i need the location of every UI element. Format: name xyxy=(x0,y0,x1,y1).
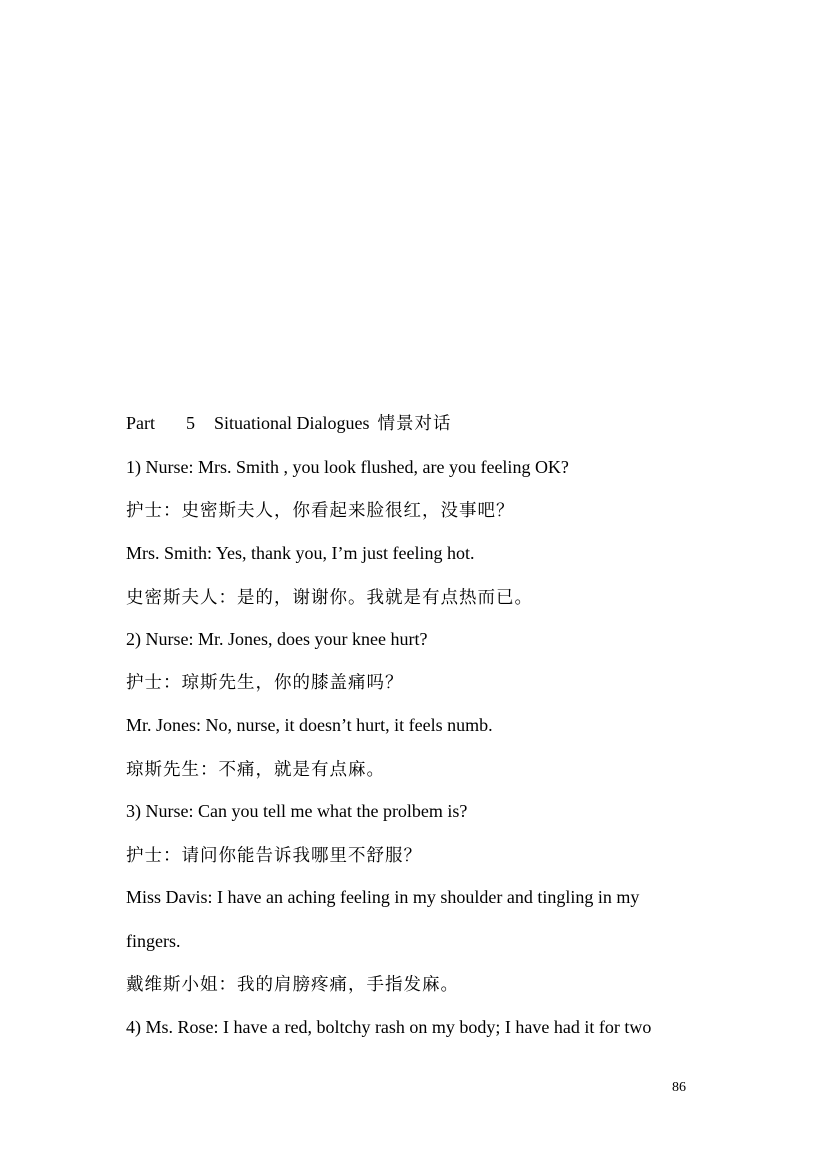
part-label: Part xyxy=(126,413,155,433)
dialogue-line-2-nurse-en: 2) Nurse: Mr. Jones, does your knee hurt? xyxy=(126,629,428,649)
section-title-cn: 情景对话 xyxy=(377,413,452,433)
part-number: 5 xyxy=(186,413,195,433)
dialogue-line-1-reply-en: Mrs. Smith: Yes, thank you, I’m just feeling hot. xyxy=(126,543,475,563)
dialogue-line-3-nurse-cn: 护士：请问你能告诉我哪里不舒服？ xyxy=(126,845,422,865)
dialogue-line-3-nurse-en: 3) Nurse: Can you tell me what the prolbem is? xyxy=(126,801,468,821)
dialogue-line-3-reply-cn: 戴维斯小姐：我的肩膀疼痛，手指发麻。 xyxy=(126,974,459,994)
dialogue-line-1-nurse-en: 1) Nurse: Mrs. Smith , you look flushed, are you feeling OK? xyxy=(126,457,569,477)
dialogue-line-2-reply-en: Mr. Jones: No, nurse, it doesn’t hurt, it feels numb. xyxy=(126,715,493,735)
dialogue-line-4-en: 4) Ms. Rose: I have a red, boltchy rash on my body; I have had it for two xyxy=(126,1017,652,1037)
section-title-en: Situational Dialogues xyxy=(214,413,370,433)
dialogue-line-2-reply-cn: 琼斯先生：不痛，就是有点麻。 xyxy=(126,759,385,779)
dialogue-line-1-nurse-cn: 护士：史密斯夫人，你看起来脸很红，没事吧？ xyxy=(126,500,515,520)
dialogue-line-3-reply-en: Miss Davis: I have an aching feeling in my shoulder and tingling in my xyxy=(126,887,640,907)
section-heading xyxy=(126,412,451,434)
page-number: 86 xyxy=(672,1080,686,1095)
dialogue-line-1-reply-cn: 史密斯夫人：是的，谢谢你。我就是有点热而已。 xyxy=(126,587,533,607)
dialogue-line-3-reply-en-cont: fingers. xyxy=(126,931,181,951)
dialogue-line-2-nurse-cn: 护士：琼斯先生，你的膝盖痛吗？ xyxy=(126,672,404,692)
